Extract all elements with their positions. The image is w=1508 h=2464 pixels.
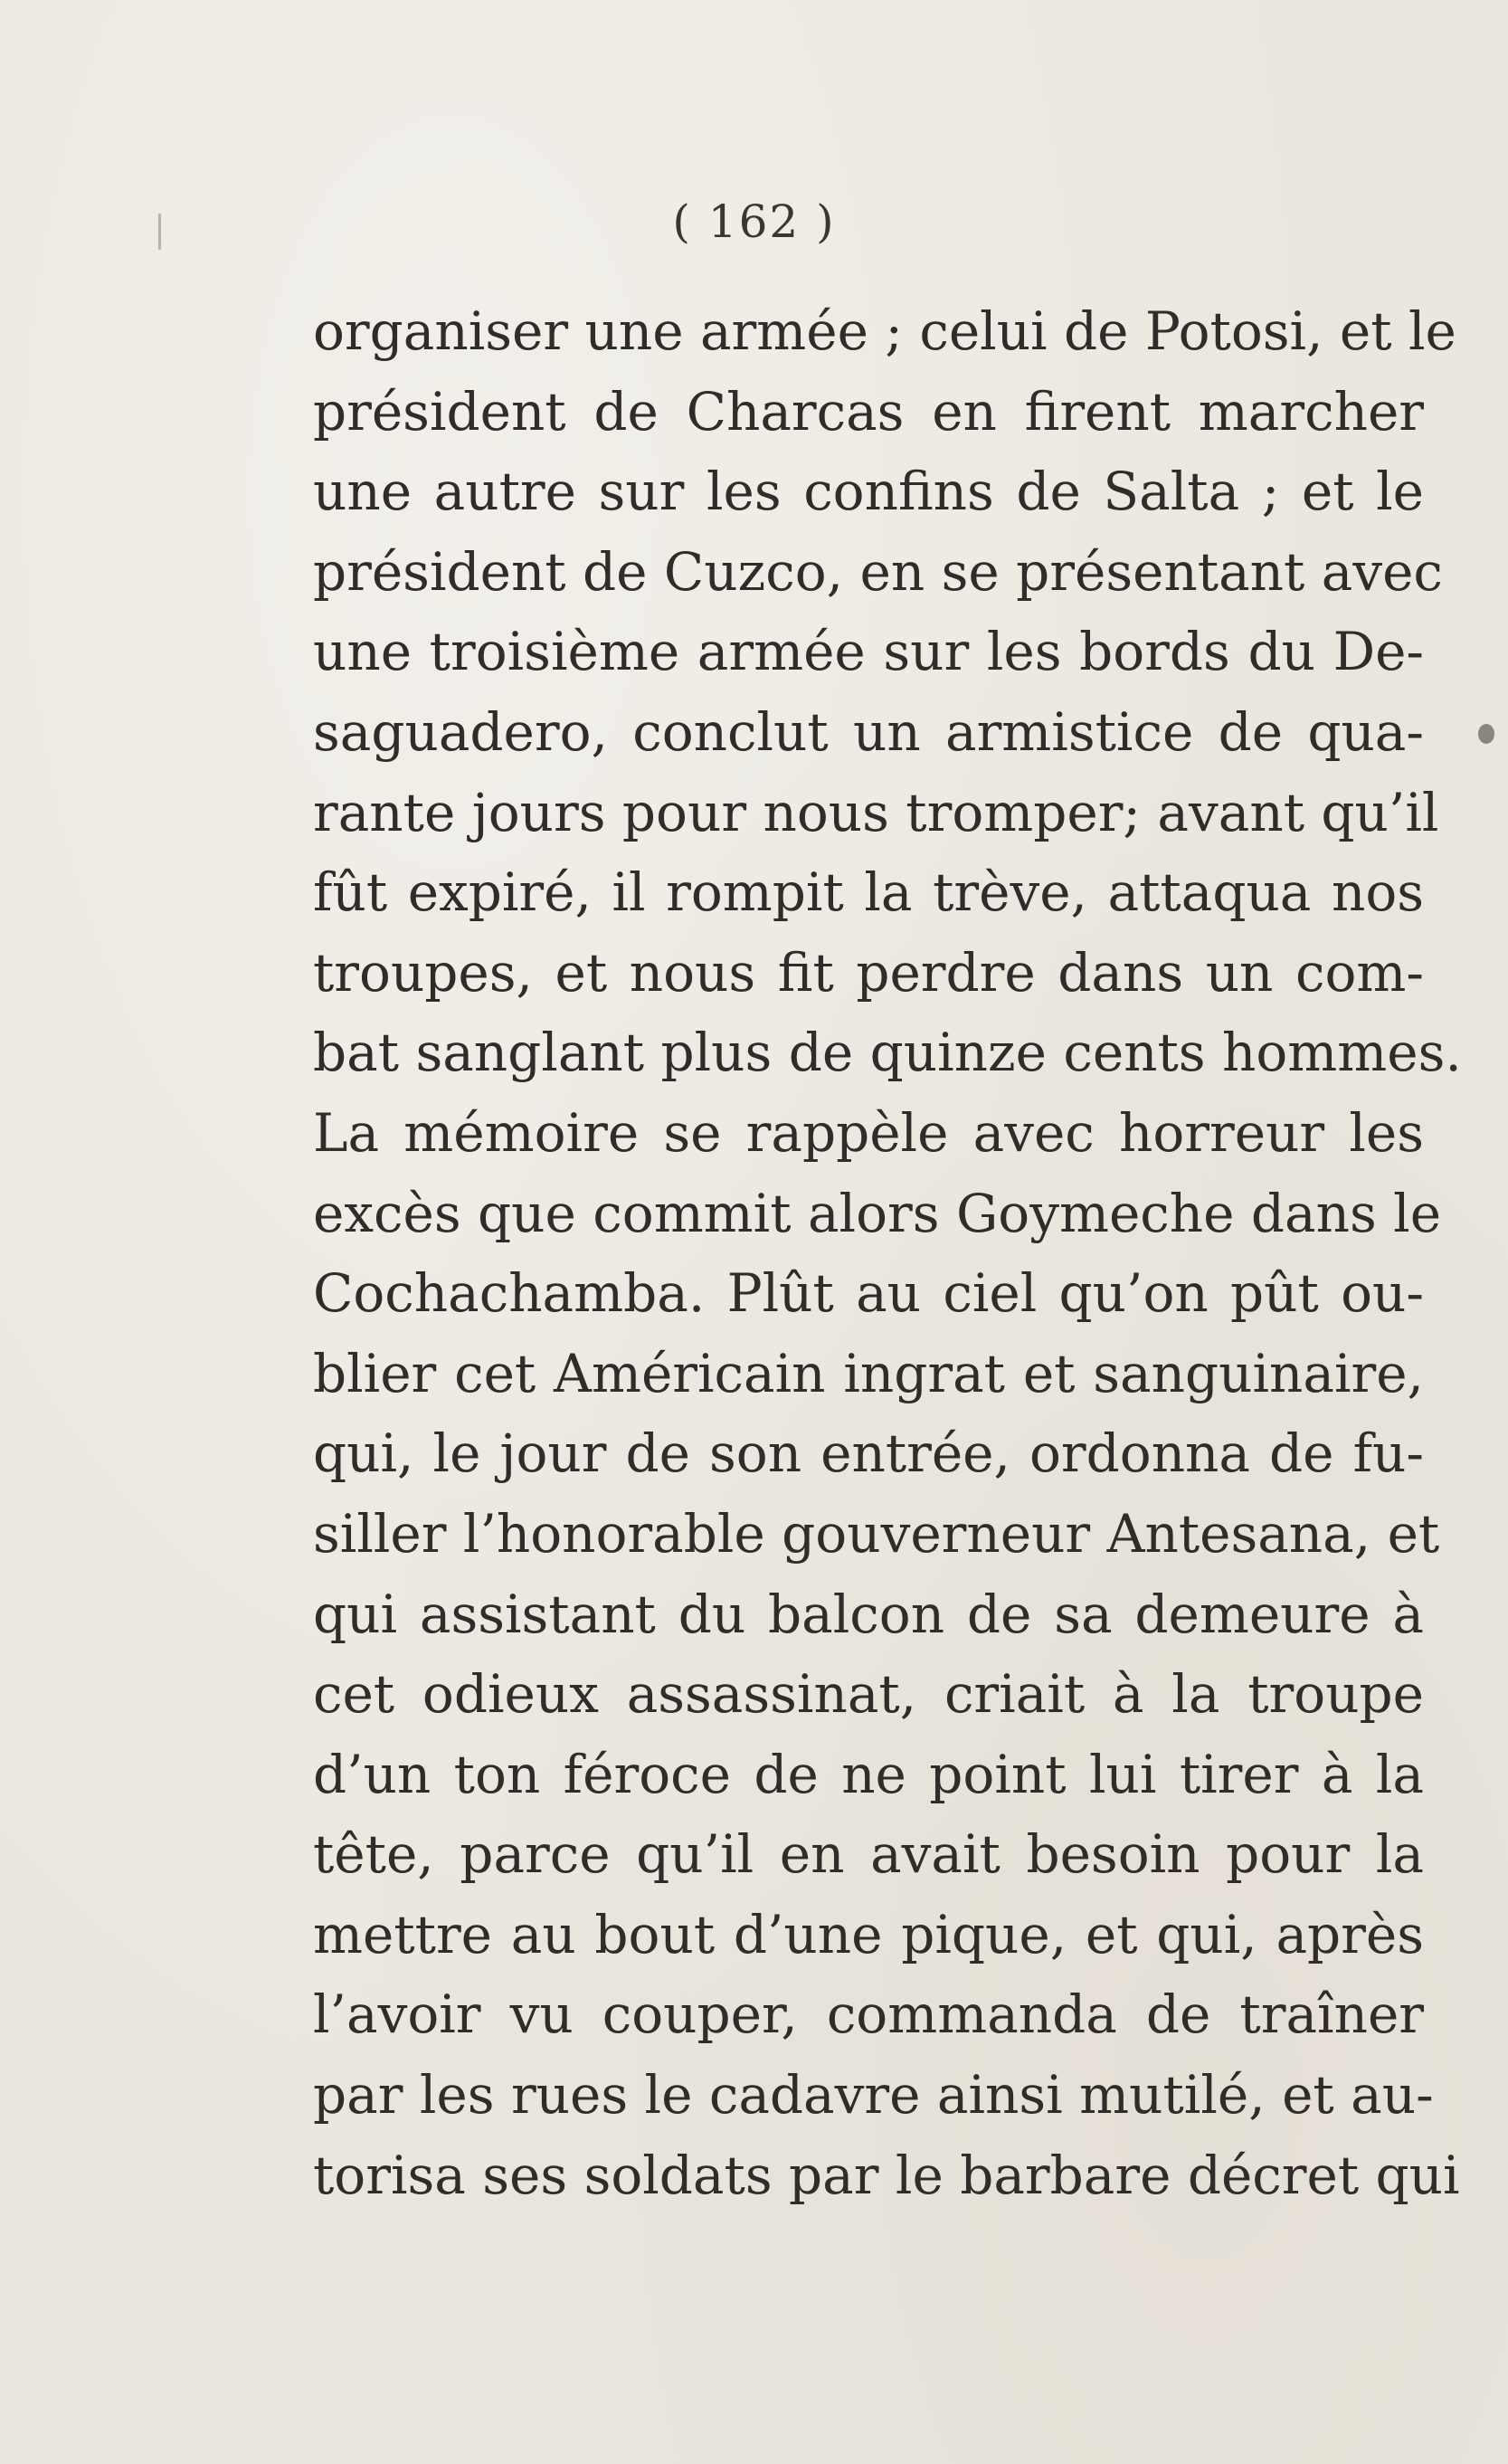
text-line: président de Charcas en firent marcher xyxy=(313,380,1424,442)
text-line: président de Cuzco, en se présentant avec xyxy=(313,540,1443,603)
text-line: qui assistant du balcon de sa demeure à xyxy=(313,1583,1424,1645)
text-line: cet odieux assassinat, criait à la troupe xyxy=(313,1663,1424,1726)
text-line: qui, le jour de son entrée, ordonna de fu- xyxy=(313,1422,1424,1485)
text-line: une autre sur les confins de Salta ; et le xyxy=(313,461,1424,523)
text-line: torisa ses soldats par le barbare décret qui xyxy=(313,2144,1460,2206)
page-number: ( 162 ) xyxy=(672,195,836,248)
text-line: bat sanglant plus de quinze cents hommes. xyxy=(313,1022,1462,1084)
text-line: fût expiré, il rompit la trève, attaqua nos xyxy=(313,861,1424,924)
text-line: tête, parce qu’il en avait besoin pour la xyxy=(313,1823,1424,1886)
text-line: blier cet Américain ingrat et sanguinaire, xyxy=(313,1342,1424,1404)
text-line: rante jours pour nous tromper; avant qu’il xyxy=(313,781,1439,843)
body-text xyxy=(313,291,1462,2215)
text-line: organiser une armée ; celui de Potosi, et le xyxy=(313,300,1456,362)
text-line: Cochachamba. Plût au ciel qu’on pût ou- xyxy=(313,1262,1424,1325)
text-line: l’avoir vu couper, commanda de traîner xyxy=(313,1984,1424,2046)
text-line: par les rues le cadavre ainsi mutilé, et au- xyxy=(313,2064,1434,2126)
text-line: saguadero, conclut un armistice de qua- xyxy=(313,700,1424,763)
text-line: une troisième armée sur les bords du De- xyxy=(313,621,1424,683)
ink-speck xyxy=(1478,724,1494,744)
text-line: siller l’honorable gouverneur Antesana, et xyxy=(313,1502,1440,1565)
text-line: mettre au bout d’une pique, et qui, après xyxy=(313,1903,1424,1965)
text-line: excès que commit alors Goymeche dans le xyxy=(313,1182,1442,1244)
text-line: troupes, et nous fit perdre dans un com- xyxy=(313,941,1424,1004)
text-line: La mémoire se rappèle avec horreur les xyxy=(313,1101,1424,1164)
text-line: d’un ton féroce de ne point lui tirer à la xyxy=(313,1743,1424,1805)
ink-speck xyxy=(158,214,161,250)
